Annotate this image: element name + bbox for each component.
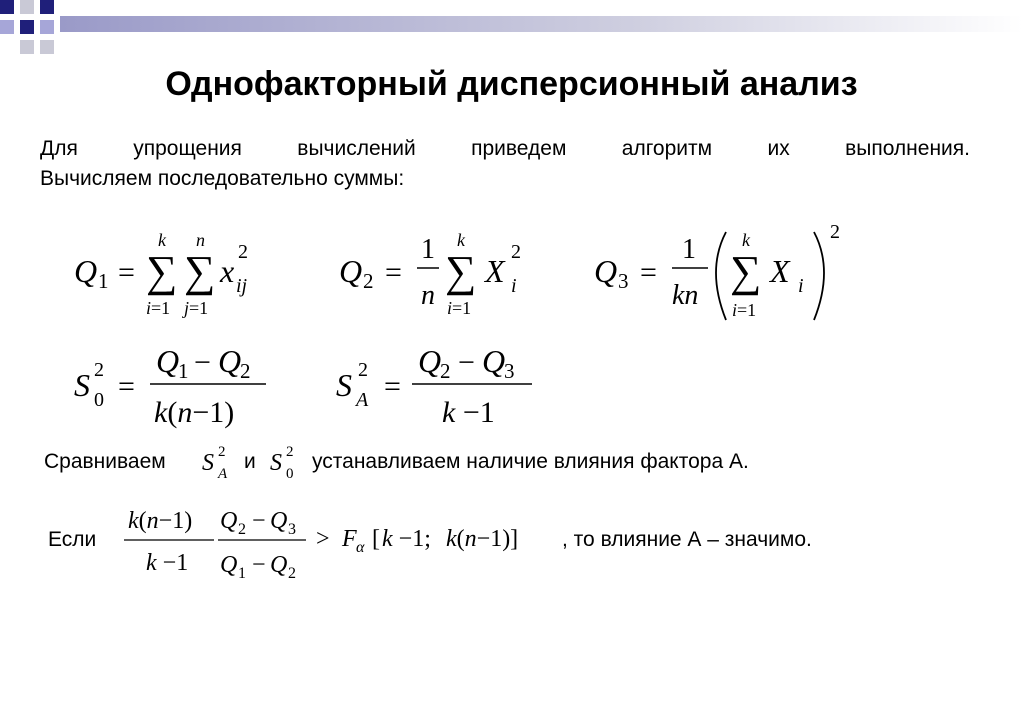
- svg-text:2: 2: [440, 359, 451, 383]
- svg-text:Q: Q: [339, 253, 363, 289]
- svg-text:1: 1: [421, 234, 435, 265]
- svg-text:∑: ∑: [445, 247, 477, 296]
- svg-text:1: 1: [98, 269, 109, 293]
- svg-text:S: S: [74, 367, 90, 403]
- intro-line-2: Вычисляем последовательно суммы:: [40, 167, 405, 190]
- slide-title: Однофакторный дисперсионный анализ: [165, 65, 858, 103]
- svg-text:k(n−1)]: k(n−1)]: [446, 526, 519, 552]
- svg-text:2: 2: [358, 359, 368, 381]
- svg-text:3: 3: [618, 269, 629, 293]
- svg-text:2: 2: [286, 444, 294, 460]
- svg-text:i=1: i=1: [146, 298, 171, 318]
- svg-text:Q: Q: [418, 343, 442, 379]
- svg-text:−: −: [252, 508, 266, 534]
- svg-text:k(n−1): k(n−1): [154, 396, 235, 429]
- svg-text:[: [: [372, 526, 380, 552]
- svg-text:∑: ∑: [184, 247, 216, 296]
- svg-text:x: x: [220, 253, 235, 289]
- svg-text:−: −: [458, 346, 475, 379]
- svg-text:2: 2: [363, 269, 374, 293]
- svg-text:A: A: [356, 389, 369, 411]
- svg-text:Q: Q: [594, 253, 618, 289]
- svg-text:−: −: [252, 552, 266, 578]
- svg-text:n: n: [421, 280, 435, 311]
- compare-word-and: и: [244, 450, 256, 473]
- svg-text:3: 3: [504, 359, 515, 383]
- svg-text:i: i: [798, 275, 804, 297]
- svg-text:2: 2: [238, 521, 246, 538]
- svg-text:2: 2: [511, 241, 521, 263]
- svg-text:Q: Q: [218, 343, 242, 379]
- svg-text:X: X: [485, 253, 505, 289]
- svg-text:−: −: [194, 346, 211, 379]
- formula-q3: [590, 218, 850, 333]
- condition-word-if: Если: [48, 528, 97, 551]
- svg-text:S: S: [202, 450, 214, 476]
- deco-square: [0, 20, 14, 34]
- svg-text:X: X: [770, 253, 790, 289]
- svg-text:i=1: i=1: [732, 300, 757, 320]
- svg-text:0: 0: [286, 466, 294, 482]
- deco-square: [20, 20, 34, 34]
- svg-text:∑: ∑: [146, 247, 178, 296]
- deco-square: [40, 40, 54, 54]
- svg-text:>: >: [316, 526, 330, 552]
- intro-line-1: Для упрощения вычислений приведем алгоритм их выполнения.: [40, 137, 970, 160]
- svg-text:ij: ij: [236, 275, 248, 297]
- deco-square: [40, 20, 54, 34]
- svg-text:Q: Q: [156, 343, 180, 379]
- svg-text:1: 1: [178, 359, 189, 383]
- svg-text:2: 2: [830, 221, 840, 243]
- svg-text:=: =: [384, 370, 401, 403]
- inline-sa-squared: [198, 438, 238, 493]
- formula-s0-squared: [70, 338, 300, 439]
- svg-text:k −1: k −1: [146, 550, 189, 576]
- svg-text:1: 1: [238, 565, 246, 582]
- svg-text:Q: Q: [74, 253, 98, 289]
- svg-text:k(n−1): k(n−1): [128, 508, 193, 534]
- svg-text:Q: Q: [482, 343, 506, 379]
- gradient-bar: [60, 16, 1023, 32]
- svg-text:=: =: [385, 256, 402, 289]
- svg-text:=: =: [118, 256, 135, 289]
- formula-sa-squared: [332, 338, 562, 439]
- intro-paragraph: [40, 134, 970, 194]
- svg-text:n: n: [196, 230, 205, 250]
- svg-text:Q: Q: [220, 508, 238, 534]
- svg-text:∑: ∑: [730, 247, 762, 296]
- svg-text:k: k: [742, 230, 750, 250]
- formula-q1: [70, 222, 270, 327]
- deco-square: [20, 40, 34, 54]
- svg-text:=: =: [640, 256, 657, 289]
- svg-text:k −1: k −1: [442, 396, 495, 429]
- inline-s0-squared: [266, 438, 306, 493]
- deco-square: [20, 0, 34, 14]
- svg-text:k: k: [457, 230, 465, 250]
- compare-word-before: Сравниваем: [44, 450, 166, 473]
- svg-text:k: k: [158, 230, 166, 250]
- svg-text:j=1: j=1: [184, 298, 209, 318]
- svg-text:k −1;: k −1;: [382, 526, 431, 552]
- svg-text:S: S: [336, 367, 352, 403]
- svg-text:Q: Q: [270, 508, 288, 534]
- decorative-header-bar: [0, 0, 1023, 60]
- svg-text:α: α: [356, 539, 365, 556]
- svg-text:Q: Q: [270, 552, 288, 578]
- svg-text:A: A: [218, 466, 228, 482]
- svg-text:2: 2: [288, 565, 296, 582]
- deco-square: [40, 0, 54, 14]
- svg-text:kn: kn: [672, 280, 699, 311]
- svg-text:2: 2: [94, 359, 104, 381]
- svg-text:i: i: [511, 275, 517, 297]
- svg-text:2: 2: [240, 359, 251, 383]
- svg-text:F: F: [342, 526, 357, 552]
- svg-text:i=1: i=1: [447, 298, 472, 318]
- condition-conclusion: , то влияние А – значимо.: [562, 528, 812, 551]
- svg-text:1: 1: [682, 234, 696, 265]
- svg-text:S: S: [270, 450, 282, 476]
- svg-text:0: 0: [94, 389, 104, 411]
- svg-text:2: 2: [218, 444, 226, 460]
- formula-q2: [335, 222, 535, 327]
- compare-word-after: устанавливаем наличие влияния фактора А.: [312, 450, 749, 473]
- deco-square: [0, 0, 14, 14]
- svg-text:Q: Q: [220, 552, 238, 578]
- svg-text:2: 2: [238, 241, 248, 263]
- svg-text:3: 3: [288, 521, 296, 538]
- svg-text:=: =: [118, 370, 135, 403]
- formula-f-criterion: [120, 498, 560, 593]
